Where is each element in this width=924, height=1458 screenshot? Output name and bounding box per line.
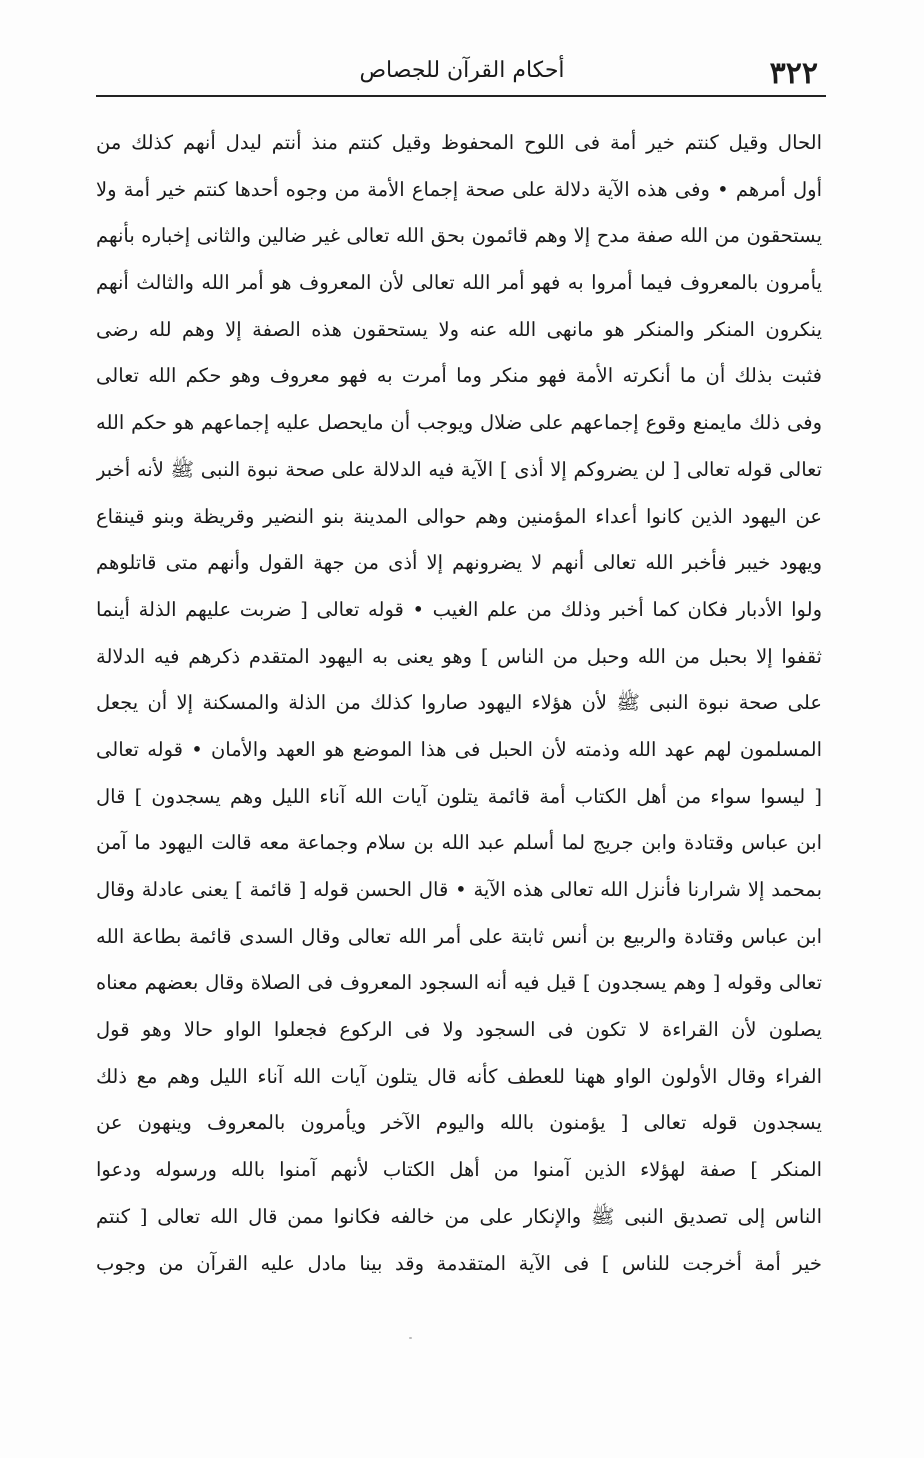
- header-rule: [96, 95, 826, 97]
- text-line: يأمرون بالمعروف فيما أمروا به فهو أمر الله تعالى لأن المعروف هو أمر الله والثالث أنهم: [96, 271, 822, 295]
- text-line: ولوا الأدبار فكان كما أخبر وذلك من علم الغيب • قوله تعالى [ ضربت عليهم الذلة أينما: [96, 597, 822, 621]
- text-line: [ ليسوا سواء من أهل الكتاب أمة قائمة يتلون آيات الله آناء الليل وهم يسجدون ] قال: [96, 784, 822, 808]
- text-line: أول أمرهم • وفى هذه الآية دلالة على صحة إجماع الأمة من وجوه أحدها كنتم خير أمة ولا: [96, 177, 822, 201]
- page-number: ٣٢٢: [769, 56, 818, 91]
- text-line: الفراء وقال الأولون الواو ههنا للعطف كأنه قال يتلون آيات الله آناء الليل وهم مع ذلك: [96, 1064, 822, 1088]
- text-line: بمحمد إلا شرارنا فأنزل الله تعالى هذه الآية • قال الحسن قوله [ قائمة ] يعنى عادلة وقال: [96, 878, 822, 901]
- body-text: [96, 120, 822, 1287]
- text-line: وفى ذلك مايمنع وقوع إجماعهم على ضلال ويوجب أن مايحصل عليه إجماعهم هو حكم الله: [96, 411, 822, 435]
- running-title: أحكام القرآن للجصاص: [359, 58, 565, 83]
- text-line: على صحة نبوة النبى ﷺ لأن هؤلاء اليهود صاروا كذلك من الذلة والمسكنة إلا أن يجعل: [96, 691, 822, 715]
- text-line: ثقفوا إلا بحبل من الله وحبل من الناس ] وهو يعنى به اليهود المتقدم ذكرهم فيه الدلالة: [96, 644, 822, 668]
- text-line: يصلون لأن القراءة لا تكون فى السجود ولا فى الركوع فجعلوا الواو حالا وهو قول: [96, 1018, 822, 1042]
- text-line: المنكر ] صفة لهؤلاء الذين آمنوا من أهل الكتاب لأنهم آمنوا بالله ورسوله ودعوا: [96, 1158, 822, 1182]
- text-line: ينكرون المنكر والمنكر هو مانهى الله عنه ولا يستحقون هذه الصفة إلا وهم لله رضى: [96, 317, 822, 341]
- text-line: يستحقون من الله صفة مدح إلا وهم قائمون بحق الله تعالى غير ضالين والثانى إخباره بأنهم: [96, 224, 822, 248]
- text-line: تعالى قوله تعالى [ لن يضروكم إلا أذى ] الآية فيه الدلالة على صحة نبوة النبى ﷺ لأنه أخبر: [96, 457, 822, 481]
- text-line: تعالى وقوله [ وهم يسجدون ] قيل فيه أنه السجود المعروف فى الصلاة وقال بعضهم معناه: [96, 971, 822, 995]
- text-line: خير أمة أخرجت للناس ] فى الآية المتقدمة وقد بينا مادل عليه القرآن من وجوب: [96, 1251, 822, 1275]
- text-line: الحال وقيل كنتم خير أمة فى اللوح المحفوظ وقيل كنتم منذ أنتم ليدل أنهم كذلك من: [96, 131, 822, 154]
- text-line: عن اليهود الذين كانوا أعداء المؤمنين وهم حوالى المدينة بنو النضير وقريظة وبنو قينقاع: [96, 504, 822, 528]
- page-header: [92, 50, 832, 96]
- text-line: الناس إلى تصديق النبى ﷺ والإنكار على من خالفه فكانوا ممن قال الله تعالى [ كنتم: [96, 1204, 822, 1228]
- text-line: فثبت بذلك أن ما أنكرته الأمة فهو منكر وما أمرت به فهو معروف وهو حكم الله تعالى: [96, 364, 822, 388]
- scan-speck: [409, 1337, 412, 1339]
- text-line: ابن عباس وقتادة والربيع بن أنس ثابتة على أمر الله تعالى وقال السدى قائمة بطاعة الله: [96, 924, 822, 948]
- text-line: يسجدون قوله تعالى [ يؤمنون بالله واليوم الآخر ويأمرون بالمعروف وينهون عن: [96, 1111, 822, 1135]
- text-line: ابن عباس وقتادة وابن جريج لما أسلم عبد الله بن سلام وجماعة معه قالت اليهود ما آمن: [96, 831, 822, 855]
- text-line: ويهود خيبر فأخبر الله تعالى أنهم لا يضرونهم إلا أذى من جهة القول وأنهم متى قاتلوهم: [96, 551, 822, 575]
- text-line: المسلمون لهم عهد الله وذمته لأن الحبل فى هذا الموضع هو العهد والأمان • قوله تعالى: [96, 737, 822, 761]
